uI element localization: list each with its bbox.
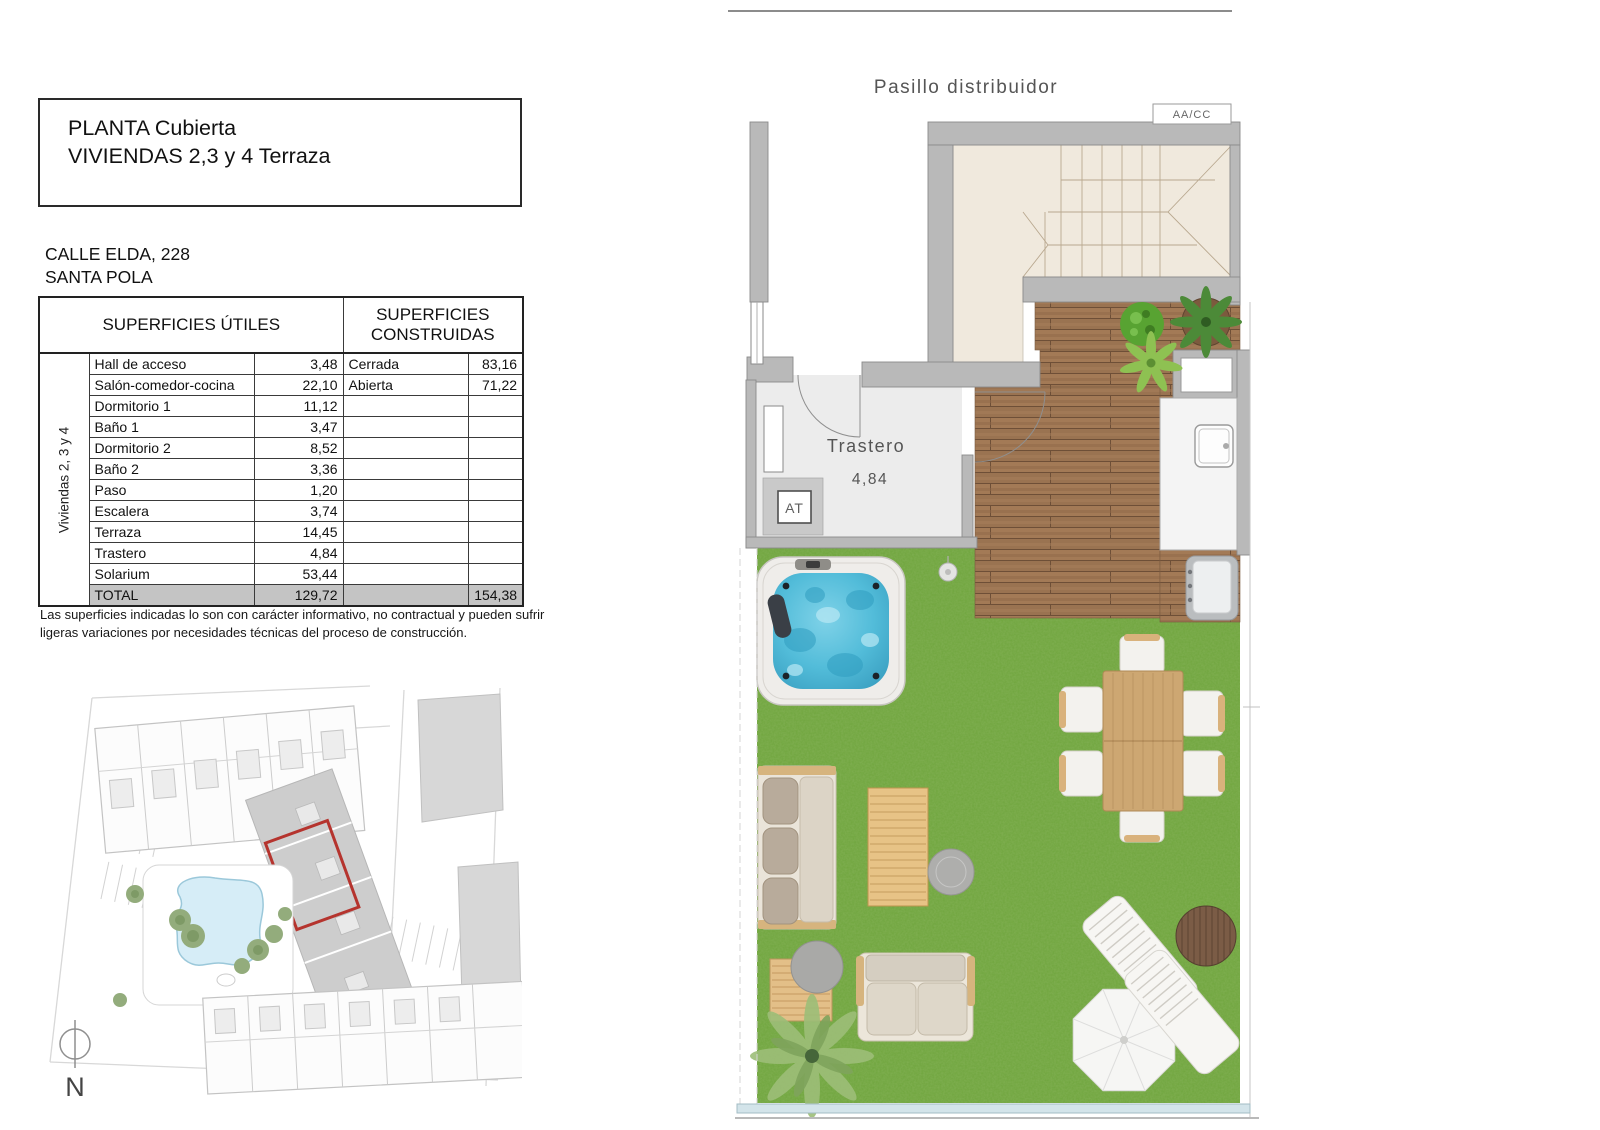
corridor-label: Pasillo distribuidor [873,77,1059,98]
table-row: Dormitorio 2 8,52 [39,438,523,459]
title-box [38,98,522,207]
address-city: SANTA POLA [45,266,153,287]
areas-table [38,296,524,607]
table-header-row [39,297,523,353]
storage-area-value: 4,84 [851,471,889,488]
address-block [45,243,190,289]
page-title-line1: PLANTA Cubierta [68,116,237,140]
hvac-box [1153,104,1231,124]
gray-pouf [791,941,843,993]
table-row: Salón-comedor-cocina 22,10 Abierta 71,22 [39,375,523,396]
site-pool-area [113,865,293,1007]
wood-platform [1176,906,1236,966]
table-row: Dormitorio 1 11,12 [39,396,523,417]
north-label: N [65,1072,85,1100]
table-total-row: TOTAL 129,72 154,38 [39,585,523,607]
table-row: Escalera 3,74 [39,501,523,522]
loveseat [856,953,975,1041]
table-row: Terraza 14,45 [39,522,523,543]
hot-tub [757,557,905,705]
coffee-table [868,788,928,906]
storage-label: Trastero [826,436,906,456]
page-title-line2: VIVIENDAS 2,3 y 4 Terraza [68,144,331,169]
site-townhouses-bottom [203,981,522,1094]
site-building-gray-1 [418,694,503,822]
at-label: AT [785,500,804,516]
table-row: Baño 1 3,47 [39,417,523,438]
bbq-grill [1186,556,1238,620]
disclaimer-note: Las superficies indicadas lo son con carácter informativo, no contractual y pueden sufrir ligeras variaciones por necesidades técnicas del proceso de construcción. [40,607,545,640]
fern-plant [750,994,874,1118]
address-street: CALLE ELDA, 228 [45,244,190,264]
table-row: Baño 2 3,36 [39,459,523,480]
outdoor-counter [1160,398,1237,550]
table-row: Trastero 4,84 [39,543,523,564]
table-row: Solarium 53,44 [39,564,523,585]
north-compass [60,1020,90,1100]
at-box [778,491,811,523]
stone-pouf [928,849,974,895]
sofa [758,766,836,929]
floor-plan [728,0,1260,1125]
header-superficies-construidas: SUPERFICIES CONSTRUIDAS [343,297,523,353]
hvac-label: AA/CC [1172,109,1212,121]
table-row: Viviendas 2, 3 y 4 Hall de acceso 3,48 Cerrada 83,16 [39,353,523,375]
deck-plant-palm [1170,286,1242,358]
site-plan [30,682,522,1100]
deck-plant-bush [1120,302,1164,346]
faucet [1223,443,1229,449]
header-superficies-utiles: SUPERFICIES ÚTILES [39,297,343,353]
group-label-cell: Viviendas 2, 3 y 4 [39,353,89,606]
table-row: Paso 1,20 [39,480,523,501]
